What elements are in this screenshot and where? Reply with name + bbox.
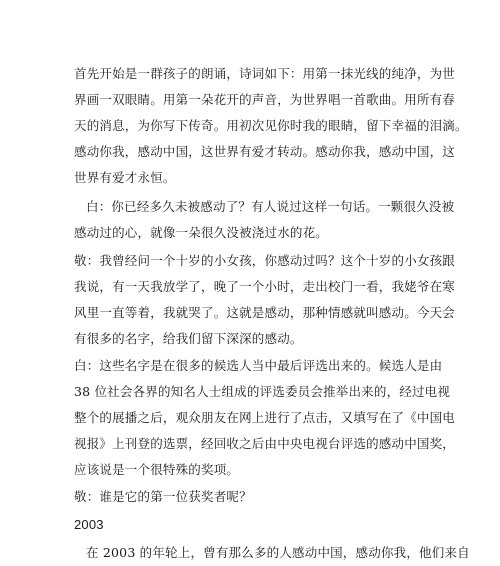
text-line: 视报》上刊登的选票，经回收之后由中央电视台评选的感动中国奖，	[74, 436, 456, 451]
section-heading: 2003	[74, 517, 104, 532]
text-line: 应该说是一个很特殊的奖项。	[74, 462, 240, 477]
text-line: 敬：谁是它的第一位获奖者呢？	[74, 489, 252, 504]
text-line: 我说，有一天我放学了，晚了一个小时，走出校门一看，我姥爷在寒	[74, 279, 456, 294]
text-line: 38 位社会各界的知名人士组成的评选委员会推举出来的，经过电视	[74, 384, 451, 399]
text-line: 敬：我曾经问一个十岁的小女孩，你感动过吗？这个十岁的小女孩跟	[74, 253, 456, 268]
text-line: 世界有爱才永恒。	[74, 170, 176, 185]
text-line: 白：你已经多久未被感动了？有人说过这样一句话。一颗很久没被	[86, 199, 455, 214]
text-line: 感动你我，感动中国，这世界有爱才转动。感动你我，感动中国，这	[74, 144, 456, 159]
text-line: 整个的展播之后，观众朋友在网上进行了点击，又填写在了《中国电	[74, 410, 456, 425]
text-line: 天的消息，为你写下传奇。用初次见你时我的眼睛，留下幸福的泪滴。	[74, 118, 468, 133]
text-line: 白：这些名字是在很多的候选人当中最后评选出来的。候选人是由	[74, 358, 443, 373]
text-line: 风里一直等着，我就哭了。这就是感动，那种情感就叫感动。今天会	[74, 305, 456, 320]
text-line: 在 2003 的年轮上，曾有那么多的人感动中国，感动你我，他们来自	[86, 545, 470, 560]
text-line: 首先开始是一群孩子的朗诵，诗词如下：用第一抹光线的纯净，为世	[74, 66, 456, 81]
text-line: 感动过的心，就像一朵很久没被浇过水的花。	[74, 225, 329, 240]
text-line: 有很多的名字，给我们留下深深的感动。	[74, 331, 303, 346]
text-line: 界画一双眼睛。用第一朵花开的声音，为世界唱一首歌曲。用所有春	[74, 92, 456, 107]
